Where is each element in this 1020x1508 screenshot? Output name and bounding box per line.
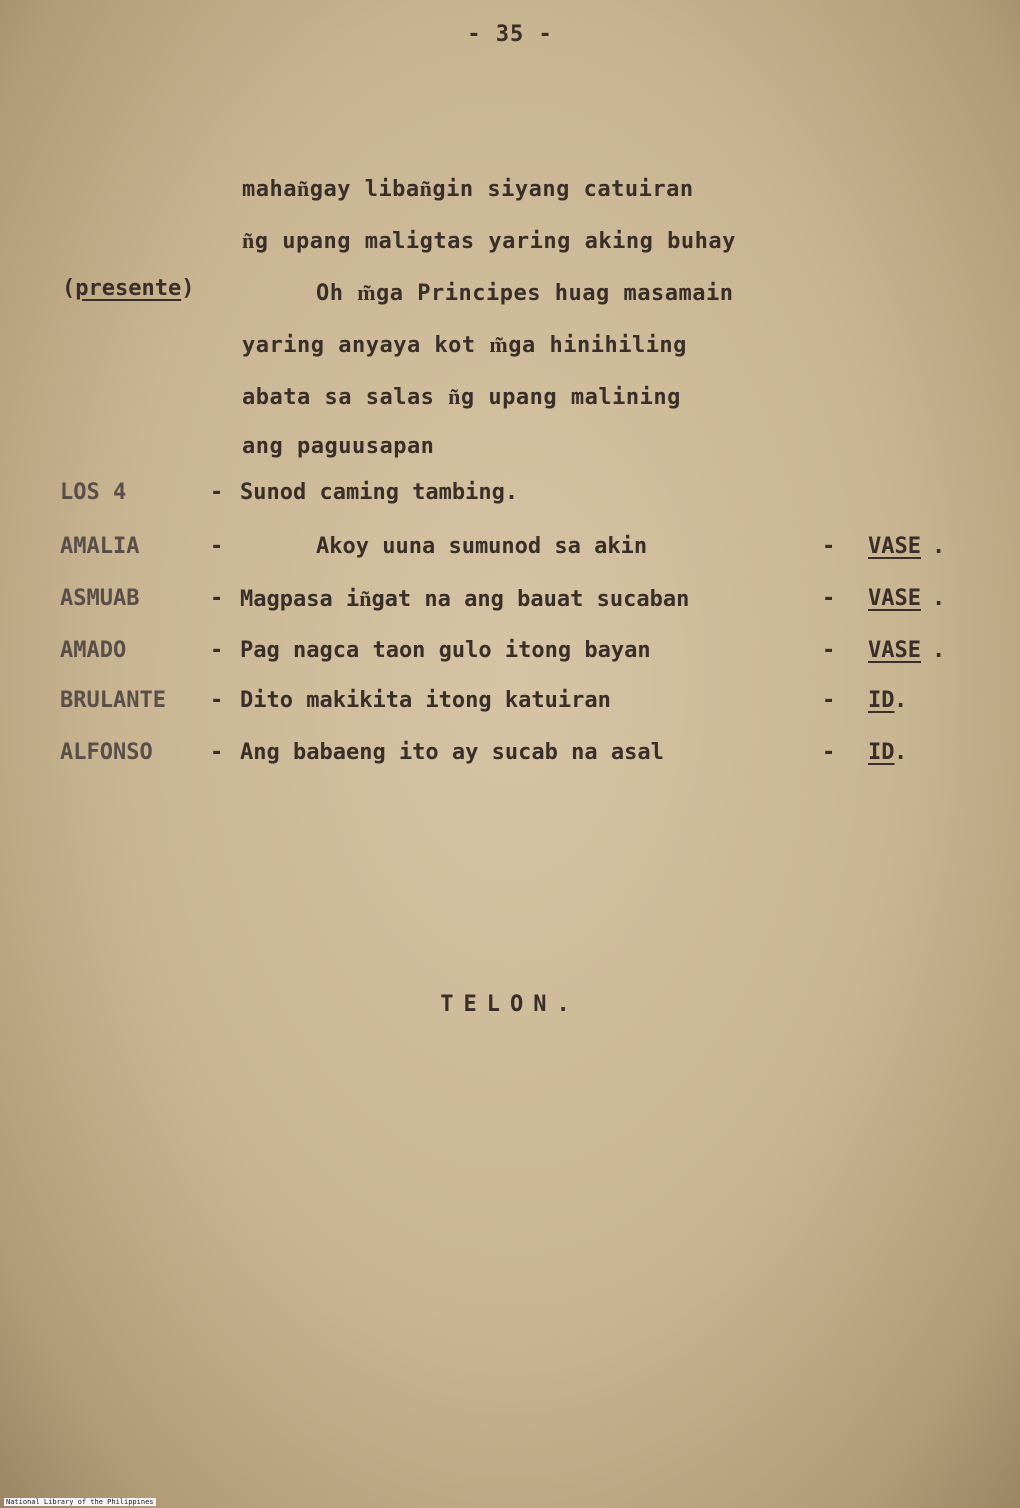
dialogue-text: Akoy uuna sumunod sa akin [316,534,648,559]
speaker-dash: - [210,638,224,663]
verse-line: mahan͂gay liban͂gin siyang catuiran [242,177,694,202]
verse-line: Oh m͂ga Principes huag masamain [316,281,734,306]
dialogue-text: Pag nagca taon gulo itong bayan [240,638,651,663]
cue-dash: - [822,740,836,765]
dialogue-text: Sunod caming tambing. [240,480,519,505]
dialogue-row [0,586,1020,626]
cue-label: VASE [868,638,921,663]
speaker-name: BRULANTE [60,688,166,713]
cue-label: ID [868,740,895,765]
verse-line: n͂g upang maligtas yaring aking buhay [242,229,736,254]
speaker-name: ASMUAB [60,586,140,611]
dialogue-text: Ang babaeng ito ay sucab na asal [240,740,664,765]
verse-line: yaring anyaya kot m͂ga hinihiling [242,333,687,358]
speaker-dash: - [210,586,224,611]
cue-dash: - [822,534,836,559]
cue-period: . [894,688,908,713]
dialogue-text: Magpasa in͂gat na ang bauat sucaban [240,587,690,612]
verse-line: ang paguusapan [242,434,435,459]
speaker-dash: - [210,480,224,505]
stage-direction-word: presente [75,276,182,301]
speaker-name: AMADO [60,638,127,663]
cue-period: . [894,740,908,765]
curtain-text: TELON. [440,992,580,1017]
cue-dash: - [822,586,836,611]
stage-direction [62,276,194,301]
dialogue-row [0,688,1020,728]
cue-label: VASE [868,586,921,611]
dialogue-row [0,740,1020,780]
verse-line: abata sa salas n͂g upang malining [242,385,681,410]
dialogue-row [0,480,1020,520]
speaker-name: AMALIA [60,534,140,559]
cue-label: VASE [868,534,921,559]
stage-direction-close: ) [181,276,195,301]
cue-period: . [932,638,946,663]
cue-dash: - [822,688,836,713]
speaker-name: LOS 4 [60,480,127,505]
dialogue-row [0,638,1020,678]
page-number: - 35 - [467,22,553,47]
speaker-name: ALFONSO [60,740,153,765]
cue-label: ID [868,688,895,713]
dialogue-text: Dito makikita itong katuiran [240,688,611,713]
speaker-dash: - [210,534,224,559]
cue-dash: - [822,638,836,663]
cue-period: . [932,586,946,611]
speaker-dash: - [210,688,224,713]
speaker-dash: - [210,740,224,765]
cue-period: . [932,534,946,559]
stage-direction-open: ( [62,276,76,301]
dialogue-row [0,534,1020,574]
footer-credit: National Library of the Philippines [6,1498,154,1506]
